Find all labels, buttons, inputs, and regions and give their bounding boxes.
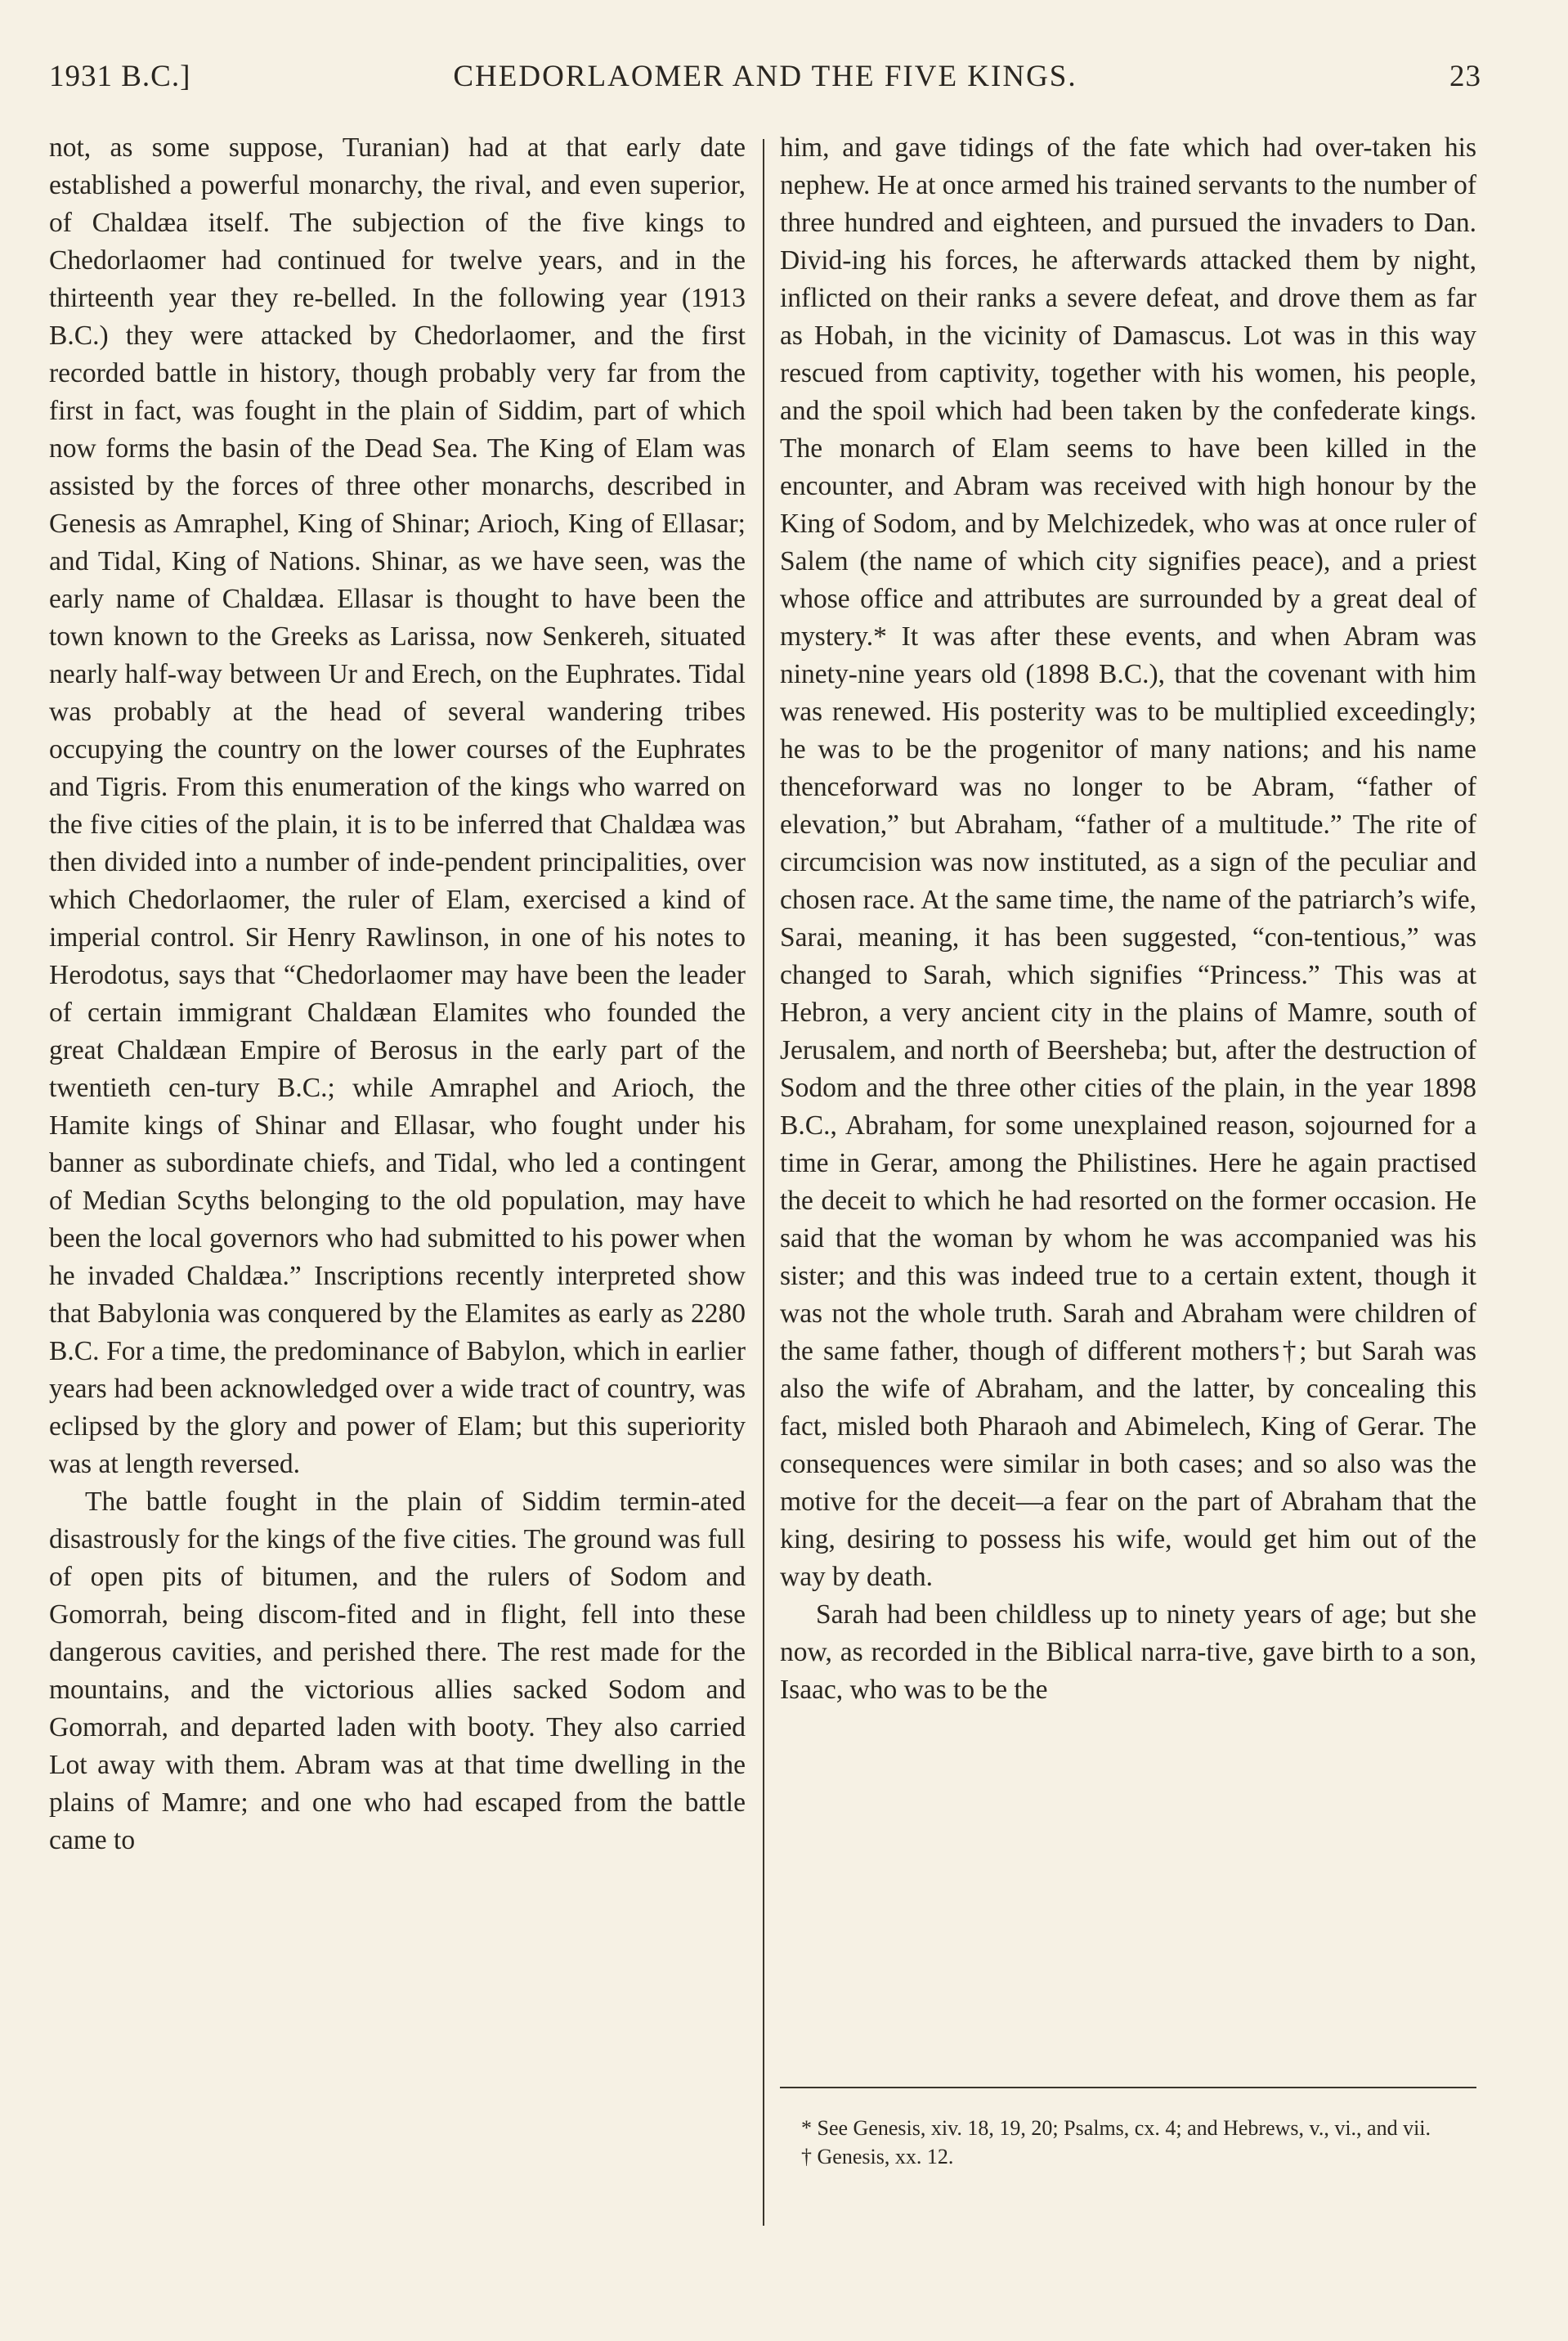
left-paragraph-1: not, as some suppose, Turanian) had at that early date established a powerful monarchy, the rival, and even superior, of Chaldæa itself. The subjection of the five kings to Chedorlaomer had continued for twelve years, and in the thirteenth year they re-belled. In the following year (1913 B.C.) they were attacked by Chedorlaomer, and the first recorded battle in history, though probably very far from the first in fact, was fought in the plain of Siddim, part of which now forms the basin of the Dead Sea. The King of Elam was assisted by the forces of three other monarchs, described in Genesis as Amraphel, King of Shinar; Arioch, King of Ellasar; and Tidal, King of Nations. Shinar, as we have seen, was the early name of Chaldæa. Ellasar is thought to have been the town known to the Greeks as Larissa, now Senkereh, situated nearly half-way between Ur and Erech, on the Euphrates. Tidal was probably at the head of several wandering tribes occupying the country on the lower courses of the Euphrates and Tigris. From this enumeration of the kings who warred on the five cities of the plain, it is to be inferred that Chaldæa was then divided into a number of inde-pendent principalities, over which Chedorlaomer, the ruler of Elam, exercised a kind of imperial control. Sir Henry Rawlinson, in one of his notes to Herodotus, says that “Chedorlaomer may have been the leader of certain immigrant Chaldæan Elamites who founded the great Chaldæan Empire of Berosus in the early part of the twentieth cen-tury B.C.; while Amraphel and Arioch, the Hamite kings of Shinar and Ellasar, who fought under his banner as subordinate chiefs, and Tidal, who led a contingent of Median Scyths belonging to the old population, may have been the local governors who had submitted to his power when he invaded Chaldæa.” Inscriptions recently interpreted show that Babylonia was conquered by the Elamites as early as 2280 B.C. For a time, the predominance of Babylon, which in earlier years had been acknowledged over a wide tract of country, was eclipsed by the glory and power of Elam; but this superiority was at length reversed. [49, 132, 746, 1479]
right-column [780, 129, 1476, 1709]
footnote-1: * See Genesis, xiv. 18, 19, 20; Psalms, cx. 4; and Hebrews, v., vi., and vii. [801, 2116, 1431, 2140]
left-column [49, 129, 746, 1859]
footnote-2: † Genesis, xx. 12. [801, 2145, 954, 2168]
footnotes [780, 2114, 1476, 2171]
running-header [49, 59, 1481, 108]
left-paragraph-2: The battle fought in the plain of Siddim termin-ated disastrously for the kings of the five cities. The ground was full of open pits of bitumen, and the rulers of Sodom and Gomorrah, being discom-fited and in flight, fell into these dangerous cavities, and perished there. The rest made for the mountains, and the victorious allies sacked Sodom and Gomorrah, and departed laden with booty. They also carried Lot away with them. Abram was at that time dwelling in the plains of Mamre; and one who had escaped from the battle came to [49, 1487, 746, 1855]
right-paragraph-1: him, and gave tidings of the fate which had over-taken his nephew. He at once armed his trained servants to the number of three hundred and eighteen, and pursued the invaders to Dan. Divid-ing his forces, he afterwards attacked them by night, inflicted on their ranks a severe defeat, and drove them as far as Hobah, in the vicinity of Damascus. Lot was in this way rescued from captivity, together with his women, his people, and the spoil which had been taken by the confederate kings. The monarch of Elam seems to have been killed in the encounter, and Abram was received with high honour by the King of Sodom, and by Melchizedek, who was at once ruler of Salem (the name of which city signifies peace), and a priest whose office and attributes are surrounded by a great deal of mystery.* It was after these events, and when Abram was ninety-nine years old (1898 B.C.), that the covenant with him was renewed. His posterity was to be multiplied exceedingly; he was to be the progenitor of many nations; and his name thenceforward was no longer to be Abram, “father of elevation,” but Abraham, “father of a multitude.” The rite of circumcision was now instituted, as a sign of the peculiar and chosen race. At the same time, the name of the patriarch’s wife, Sarai, meaning, it has been suggested, “con-tentious,” was changed to Sarah, which signifies “Princess.” This was at Hebron, a very ancient city in the plains of Mamre, south of Jerusalem, and north of Beersheba; but, after the destruction of Sodom and the three other cities of the plain, in the year 1898 B.C., Abraham, for some unexplained reason, sojourned for a time in Gerar, among the Philistines. Here he again practised the deceit to which he had resorted on the former occasion. He said that the woman by whom he was accompanied was his sister; and this was indeed true to a certain extent, though it was not the whole truth. Sarah and Abraham were children of the same father, though of different mothers†; but Sarah was also the wife of Abraham, and the latter, by concealing this fact, misled both Pharaoh and Abimelech, King of Gerar. The consequences were similar in both cases; and so also was the motive for the deceit—a fear on the part of Abraham that the king, desiring to possess his wife, would get him out of the way by death. [780, 132, 1476, 1592]
footnote-rule [780, 2087, 1476, 2088]
column-divider [763, 139, 764, 2226]
right-paragraph-2: Sarah had been childless up to ninety years of age; but she now, as recorded in the Biblical narra-tive, gave birth to a son, Isaac, who was to be the [780, 1599, 1476, 1705]
header-title: CHEDORLAOMER AND THE FIVE KINGS. [453, 60, 1077, 93]
page-number: 23 [1449, 60, 1481, 93]
header-date: 1931 B.C.] [49, 60, 191, 93]
